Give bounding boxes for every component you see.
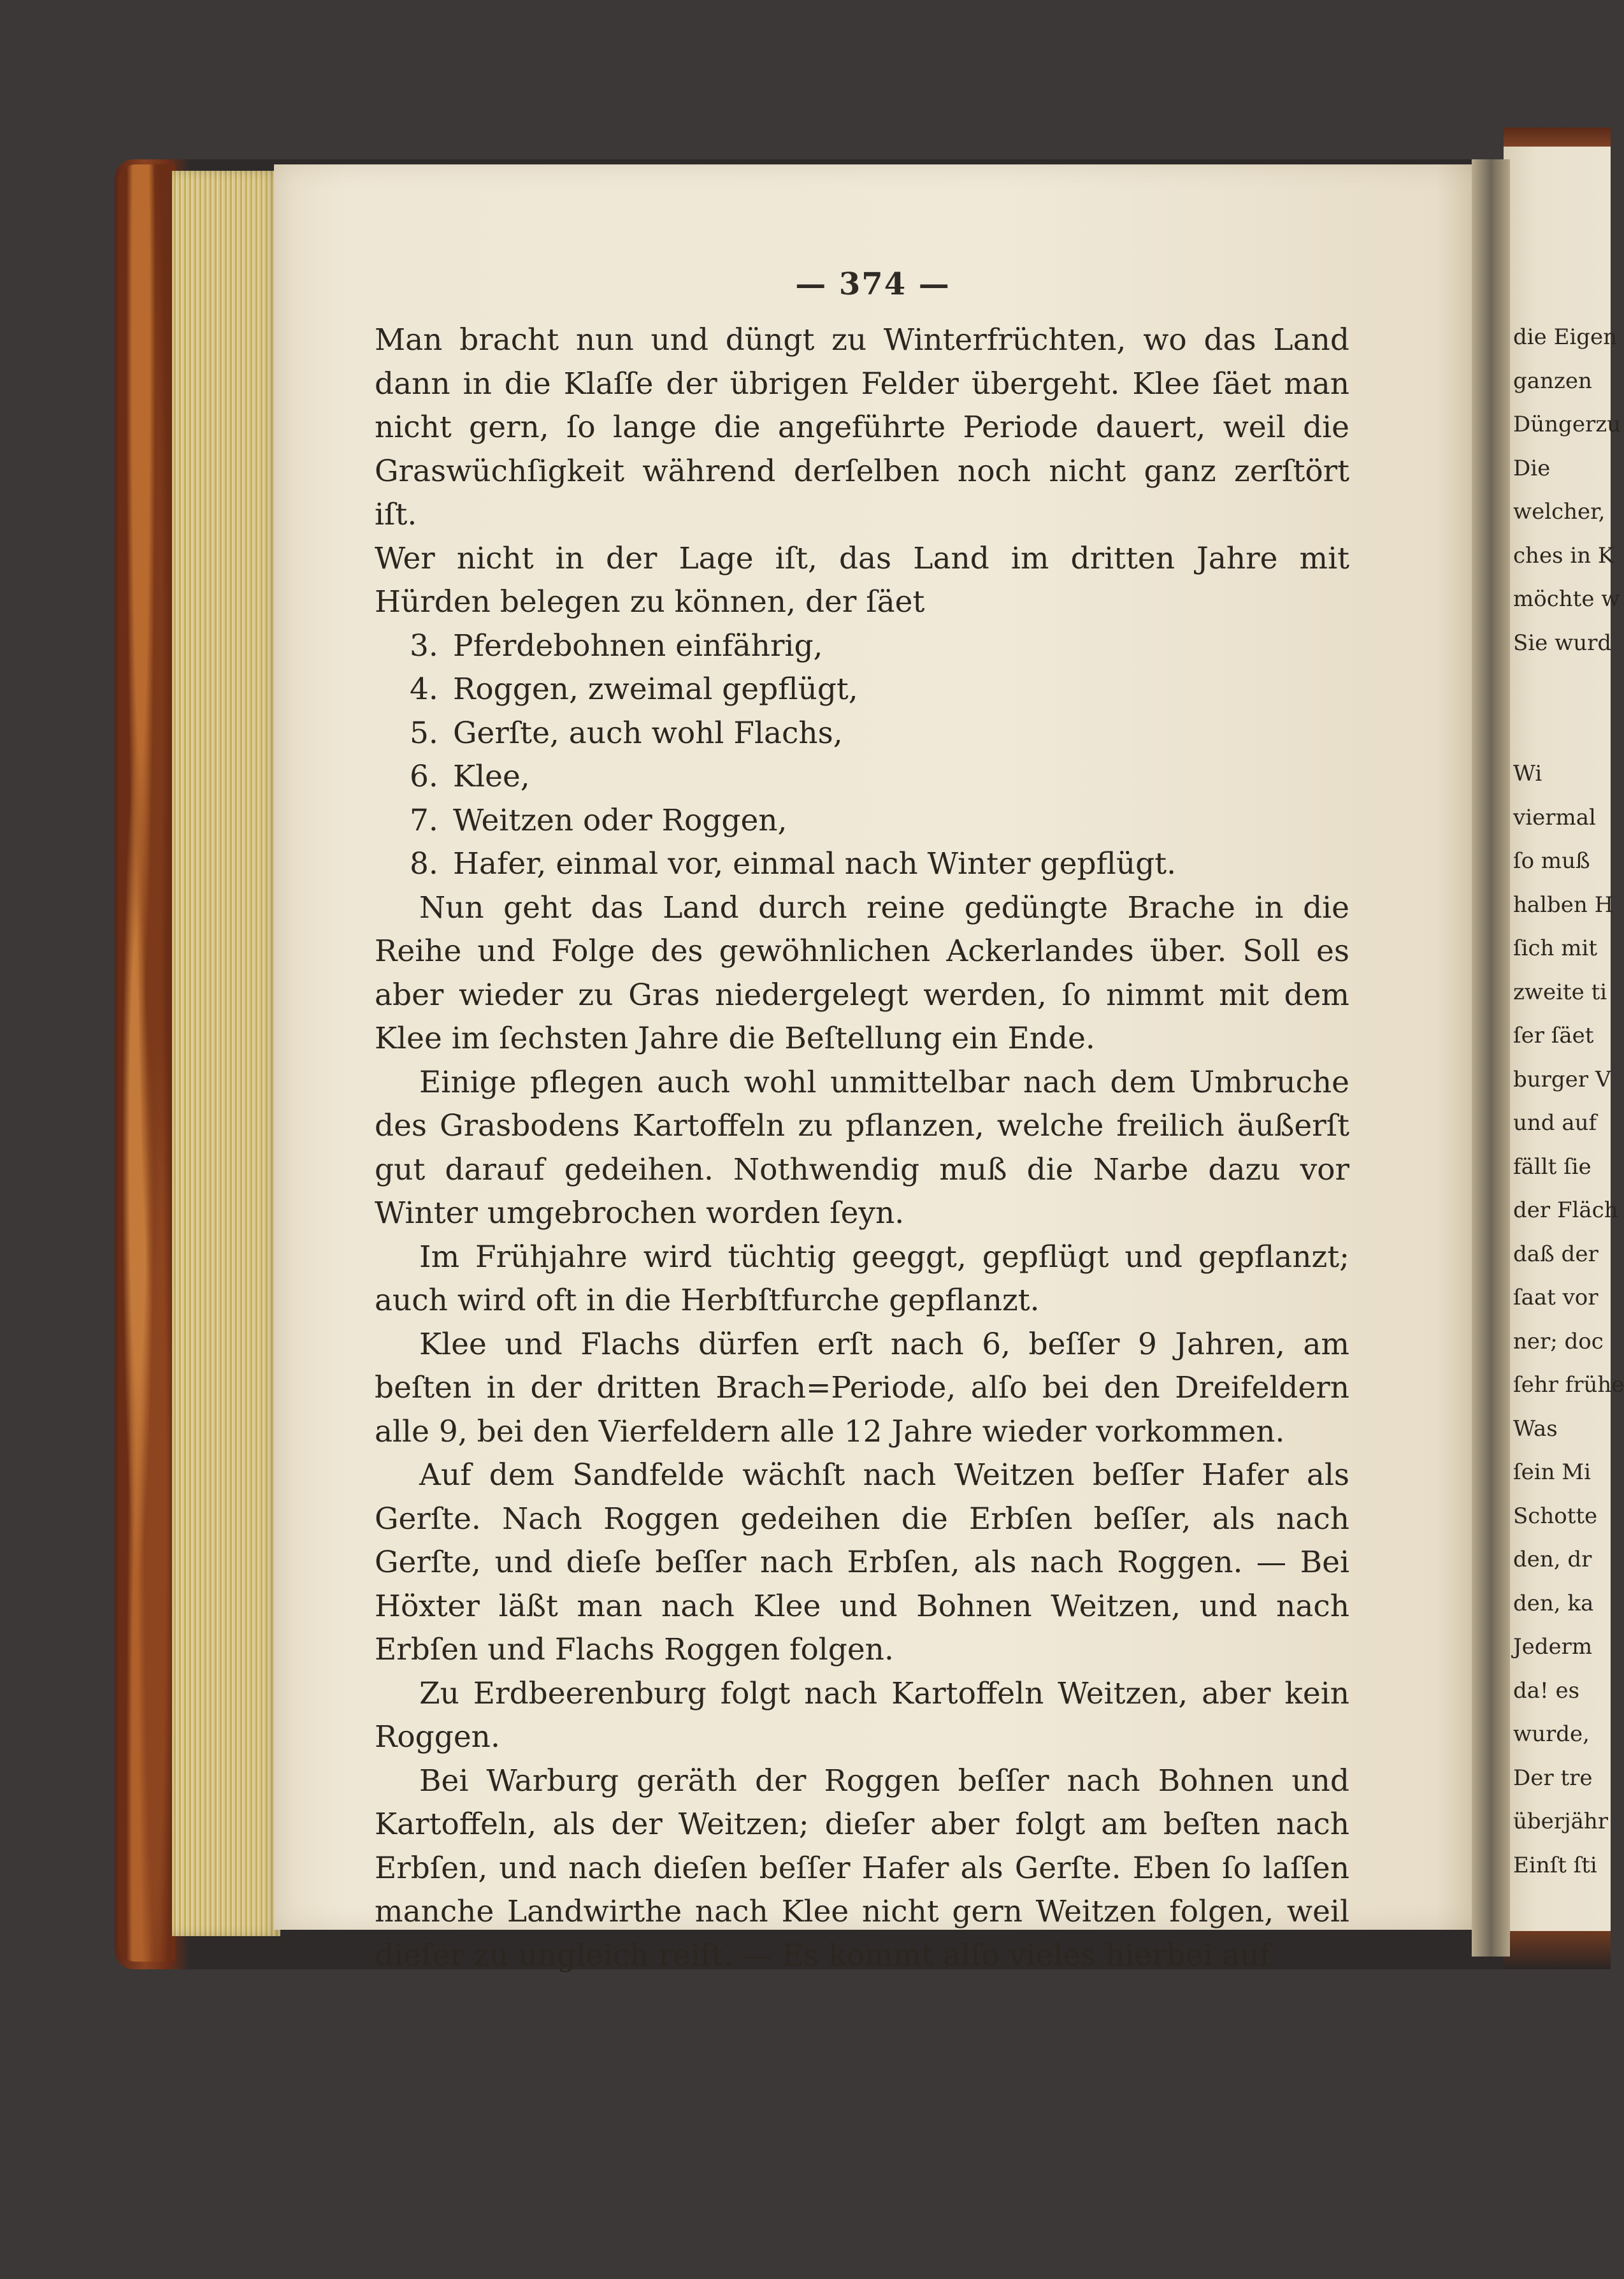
list-number: 4. bbox=[410, 672, 438, 707]
list-item bbox=[375, 755, 1349, 799]
facing-page-text bbox=[1513, 315, 1624, 1887]
marbled-cover-edge bbox=[118, 164, 175, 1962]
facing-text-line bbox=[1513, 709, 1615, 753]
text-line: Gerſte. Nach Roggen gedeihen die Erbſen beſſer, als nach bbox=[375, 1501, 1349, 1537]
book-gutter bbox=[1472, 159, 1510, 1957]
facing-text-line: ſaat vor bbox=[1513, 1285, 1599, 1310]
text-line: Roggen. bbox=[375, 1719, 500, 1754]
text-line: Einige pflegen auch wohl unmittelbar nach dem Umbruche bbox=[419, 1064, 1349, 1100]
text-line: Hürden belegen zu können, der ſäet bbox=[375, 584, 925, 619]
facing-text-line: Sie wurd bbox=[1513, 630, 1612, 656]
text-line: Erbſen, und nach dieſen beſſer Hafer als Gerſte. Eben ſo laſſen bbox=[375, 1850, 1349, 1886]
facing-text-line: die Eigen bbox=[1513, 324, 1618, 350]
crop-rotation-list bbox=[375, 625, 1349, 886]
page-number: — 374 — bbox=[795, 266, 951, 302]
facing-text-line: viermal bbox=[1513, 804, 1596, 830]
facing-text-line: Der tre bbox=[1513, 1765, 1593, 1791]
facing-text-line bbox=[1513, 665, 1615, 709]
list-item bbox=[375, 843, 1349, 886]
facing-text-line: halben H bbox=[1513, 892, 1614, 918]
text-line: nicht gern, ſo lange die angeführte Periode dauert, weil die bbox=[375, 410, 1349, 445]
list-text: Hafer, einmal vor, einmal nach Winter gepflügt. bbox=[453, 846, 1177, 881]
facing-text-line: den, ka bbox=[1513, 1590, 1594, 1616]
facing-text-line: Was bbox=[1513, 1415, 1558, 1442]
text-line: Klee im ſechsten Jahre die Beſtellung ein Ende. bbox=[375, 1021, 1095, 1056]
facing-text-line: überjähr bbox=[1513, 1809, 1608, 1834]
list-item bbox=[375, 799, 1349, 843]
list-text: Weitzen oder Roggen, bbox=[453, 802, 787, 838]
text-line: Nun geht das Land durch reine gedüngte Brache in die bbox=[419, 890, 1349, 925]
text-line: Gerſte, und dieſe beſſer nach Erbſen, als nach Roggen. — Bei bbox=[375, 1545, 1349, 1580]
facing-text-line: burger V bbox=[1513, 1066, 1611, 1092]
list-number: 8. bbox=[410, 846, 438, 881]
text-line: Graswüchſigkeit während derſelben noch nicht ganz zerſtört iſt. bbox=[375, 453, 1349, 532]
list-item bbox=[375, 668, 1349, 712]
list-number: 7. bbox=[410, 802, 438, 838]
text-line: Höxter läßt man nach Klee und Bohnen Weitzen, und nach bbox=[375, 1588, 1349, 1624]
list-number: 6. bbox=[410, 759, 438, 794]
text-line: Kartoffeln, als der Weitzen; dieſer aber folgt am beſten nach bbox=[375, 1807, 1349, 1842]
facing-text-line: Die bbox=[1513, 455, 1551, 481]
text-line: Zu Erdbeerenburg folgt nach Kartoffeln Weitzen, aber kein bbox=[419, 1675, 1349, 1711]
text-line: Wer nicht in der Lage iſt, das Land im dritten Jahre mit bbox=[375, 540, 1349, 576]
facing-text-line: den, dr bbox=[1513, 1547, 1592, 1572]
facing-cover-bottom bbox=[1504, 1931, 1611, 1969]
facing-text-line: wurde, bbox=[1513, 1721, 1590, 1747]
facing-text-line: ſer ſäet bbox=[1513, 1023, 1594, 1048]
facing-text-line: ſich mit bbox=[1513, 936, 1597, 961]
facing-text-line: möchte w bbox=[1513, 586, 1620, 612]
text-line: Klee und Flachs dürfen erſt nach 6, beſſer 9 Jahren, am bbox=[419, 1326, 1349, 1362]
page-edges bbox=[172, 171, 280, 1936]
text-line: Winter umgebrochen worden ſeyn. bbox=[375, 1196, 905, 1231]
text-line: Im Frühjahre wird tüchtig geeggt, gepflügt und gepflanzt; bbox=[419, 1239, 1349, 1275]
list-text: Klee, bbox=[453, 759, 530, 794]
list-item bbox=[375, 625, 1349, 669]
facing-text-line: ſehr frühe bbox=[1513, 1372, 1624, 1398]
facing-text-line: welcher, bbox=[1513, 499, 1606, 525]
facing-text-line: da! es bbox=[1513, 1677, 1580, 1704]
facing-text-line: ganzen bbox=[1513, 368, 1592, 394]
text-line: dann in die Klaſſe der übrigen Felder übergeht. Klee ſäet man bbox=[375, 366, 1349, 402]
facing-text-line: daß der bbox=[1513, 1241, 1599, 1267]
page-text bbox=[375, 319, 1349, 1978]
list-text: Roggen, zweimal gepflügt, bbox=[453, 672, 858, 707]
text-line: auch wird oft in die Herbſtfurche gepflanzt. bbox=[375, 1283, 1040, 1318]
facing-text-line: ſo muß bbox=[1513, 848, 1590, 874]
list-text: Gerſte, auch wohl Flachs, bbox=[453, 715, 843, 751]
text-line: dieſer zu ungleich reift. — Es kommt alſo vieles hierbei auf bbox=[375, 1937, 1271, 1973]
text-line: Reihe und Folge des gewöhnlichen Ackerlandes über. Soll es bbox=[375, 934, 1349, 969]
text-line: Bei Warburg geräth der Roggen beſſer nach Bohnen und bbox=[419, 1763, 1349, 1798]
text-line: alle 9, bei den Vierfeldern alle 12 Jahre wieder vorkommen. bbox=[375, 1414, 1285, 1449]
text-line: aber wieder zu Gras niedergelegt werden, ſo nimmt mit dem bbox=[375, 977, 1349, 1013]
facing-text-line: der Fläch bbox=[1513, 1197, 1618, 1223]
text-line: manche Landwirthe nach Klee nicht gern Weitzen folgen, weil bbox=[375, 1894, 1349, 1929]
facing-text-line: ner; doc bbox=[1513, 1328, 1604, 1354]
text-line: gut darauf gedeihen. Nothwendig muß die Narbe dazu vor bbox=[375, 1152, 1349, 1187]
facing-text-line: Einſt ſti bbox=[1513, 1852, 1597, 1878]
facing-text-line: Wi bbox=[1513, 761, 1542, 786]
facing-text-line: und auf bbox=[1513, 1110, 1597, 1136]
facing-text-line: Schotte bbox=[1513, 1503, 1598, 1529]
facing-text-line: zweite ti bbox=[1513, 979, 1607, 1005]
list-number: 5. bbox=[410, 715, 438, 751]
facing-text-line: ſein Mi bbox=[1513, 1459, 1591, 1485]
text-line: beſten in der dritten Brach=Periode, alſo bei den Dreifeldern bbox=[375, 1370, 1349, 1405]
facing-text-line: ches in K bbox=[1513, 542, 1614, 568]
facing-text-line: Düngerzu bbox=[1513, 412, 1621, 437]
text-line: Auf dem Sandfelde wächſt nach Weitzen beſſer Hafer als bbox=[419, 1458, 1349, 1493]
facing-text-line: fällt ſie bbox=[1513, 1154, 1592, 1180]
text-line: Erbſen und Flachs Roggen folgen. bbox=[375, 1632, 894, 1667]
list-item bbox=[375, 712, 1349, 756]
text-line: des Grasbodens Kartoffeln zu pflanzen, welche freilich äußerſt bbox=[375, 1108, 1349, 1143]
facing-text-line: Jederm bbox=[1513, 1634, 1593, 1660]
list-text: Pferdebohnen einfährig, bbox=[453, 628, 823, 663]
text-line: Man bracht nun und düngt zu Winterfrüchten, wo das Land bbox=[375, 322, 1349, 358]
list-number: 3. bbox=[410, 628, 438, 663]
